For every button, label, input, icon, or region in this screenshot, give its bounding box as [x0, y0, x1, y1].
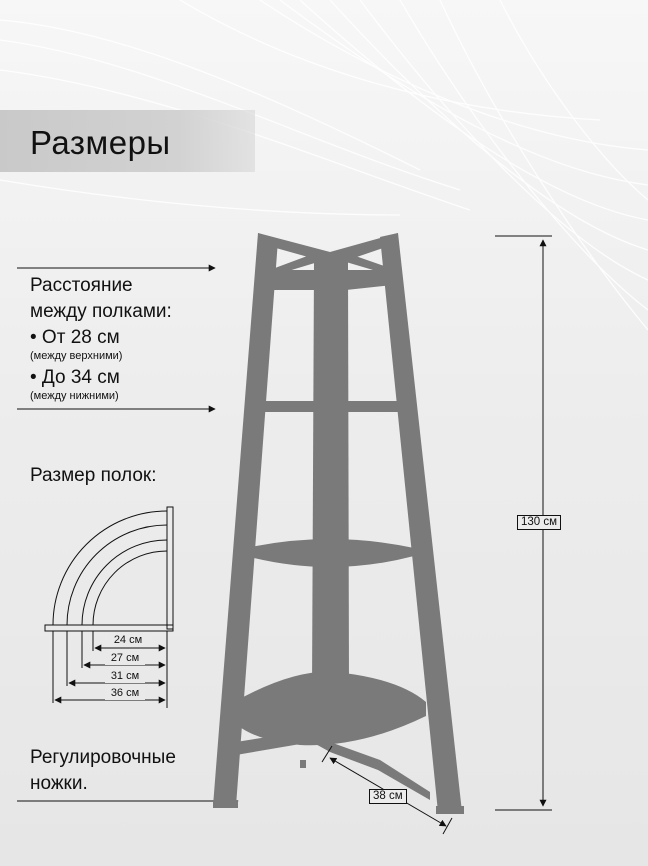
feet-line2: ножки. — [30, 773, 88, 794]
spacing-heading-line1: Расстояние — [30, 275, 133, 296]
shelf-size-heading: Размер полок: — [30, 465, 157, 486]
top-shelf-left — [262, 270, 318, 290]
shelf-dim-24: 24 см — [108, 634, 148, 647]
shelf-bottom — [232, 672, 426, 746]
shelf-arc-24 — [93, 551, 167, 625]
spacing-from-value: • От 28 см — [30, 327, 120, 348]
height-label: 130 см — [517, 515, 561, 530]
spacing-to-value: • До 34 см — [30, 367, 120, 388]
shelf-arc-27 — [82, 540, 167, 625]
shelf-dim-27: 27 см — [105, 652, 145, 665]
shelf-arc-31 — [67, 525, 167, 625]
depth-label: 38 см — [369, 789, 407, 804]
shelf-dim-36: 36 см — [105, 687, 145, 700]
shelf-dim-31: 31 см — [105, 670, 145, 683]
shelf-arc-36 — [53, 511, 167, 625]
spacing-from-note: (между верхними) — [30, 350, 123, 362]
foot-left — [213, 800, 238, 808]
center-leg — [312, 262, 349, 690]
spacing-heading-line2: между полками: — [30, 301, 172, 322]
depth-tick-end — [443, 818, 452, 834]
feet-line1: Регулировочные — [30, 747, 176, 768]
shelf-diagram-back-edge — [167, 507, 173, 629]
shelf-diagram-side-edge — [45, 625, 173, 631]
page-title: Размеры — [30, 124, 171, 161]
shelf-bar-upper — [252, 401, 408, 412]
foot-center — [300, 760, 306, 768]
spacing-to-note: (между нижними) — [30, 390, 119, 402]
shelf-middle — [246, 539, 414, 567]
foot-right — [436, 806, 464, 814]
